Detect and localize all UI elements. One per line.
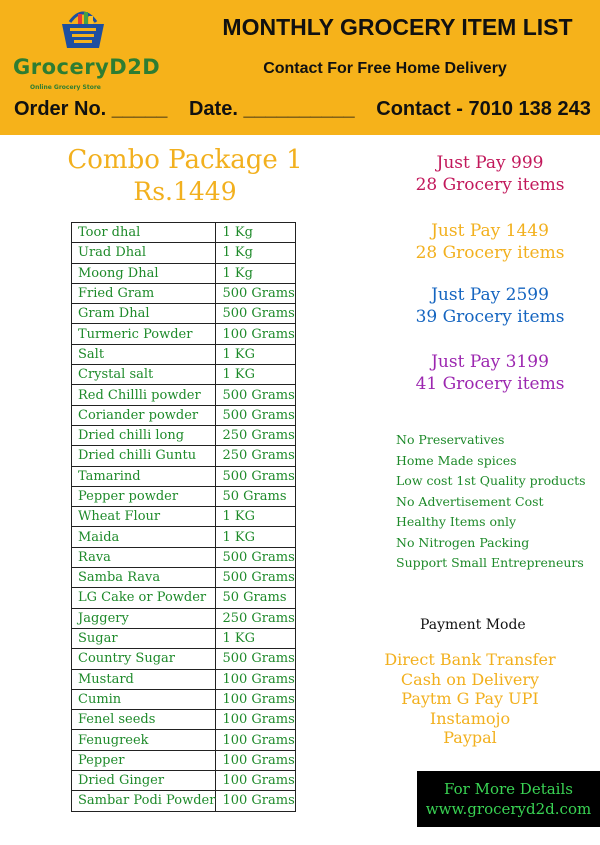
item-name: Gram Dhal — [72, 304, 216, 324]
item-name: Urad Dhal — [72, 243, 216, 263]
item-quantity: 100 Grams — [216, 669, 296, 689]
features-list — [396, 430, 586, 574]
item-quantity: 1 Kg — [216, 263, 296, 283]
item-quantity: 500 Grams — [216, 385, 296, 405]
item-quantity: 1 KG — [216, 527, 296, 547]
header-banner — [0, 0, 600, 135]
combo-price: Rs.1449 — [133, 177, 237, 206]
table-row — [72, 466, 296, 486]
item-name: Sugar — [72, 628, 216, 648]
item-quantity: 500 Grams — [216, 547, 296, 567]
item-name: Moong Dhal — [72, 263, 216, 283]
item-name: Toor dhal — [72, 223, 216, 243]
table-row — [72, 649, 296, 669]
item-name: Sambar Podi Powder — [72, 791, 216, 811]
table-row — [72, 669, 296, 689]
table-row — [72, 689, 296, 709]
item-name: Fried Gram — [72, 283, 216, 303]
table-row — [72, 791, 296, 811]
item-quantity: 50 Grams — [216, 486, 296, 506]
table-row — [72, 324, 296, 344]
table-row — [72, 568, 296, 588]
item-name: Country Sugar — [72, 649, 216, 669]
feature-item: Low cost 1st Quality products — [396, 473, 586, 488]
item-quantity: 50 Grams — [216, 588, 296, 608]
item-quantity: 100 Grams — [216, 710, 296, 730]
item-name: Maida — [72, 527, 216, 547]
item-quantity: 100 Grams — [216, 750, 296, 770]
feature-item: Home Made spices — [396, 452, 517, 468]
offer-item-count: 39 Grocery items — [415, 307, 565, 327]
table-row — [72, 344, 296, 364]
combo-title: Combo Package 1 — [67, 145, 303, 175]
item-quantity: 100 Grams — [216, 689, 296, 709]
item-quantity: 250 Grams — [216, 608, 296, 628]
item-quantity: 500 Grams — [216, 283, 296, 303]
payment-mode-item: Cash on Delivery — [400, 669, 540, 689]
more-details-box — [417, 771, 600, 827]
table-row — [72, 750, 296, 770]
item-name: Red Chillli powder — [72, 385, 216, 405]
table-row — [72, 243, 296, 263]
item-quantity: 500 Grams — [216, 304, 296, 324]
item-name: Dried chilli Guntu — [72, 446, 216, 466]
item-name: Dried Ginger — [72, 771, 216, 791]
offer-block — [390, 152, 590, 196]
item-name: Fenugreek — [72, 730, 216, 750]
item-quantity: 100 Grams — [216, 791, 296, 811]
payment-mode-title: Payment Mode — [420, 617, 526, 633]
offer-item-count: 41 Grocery items — [415, 374, 565, 394]
table-row — [72, 283, 296, 303]
offer-item-count: 28 Grocery items — [415, 243, 565, 263]
table-row — [72, 486, 296, 506]
item-name: Coriander powder — [72, 405, 216, 425]
item-name: Salt — [72, 344, 216, 364]
item-name: Jaggery — [72, 608, 216, 628]
feature-item: No Nitrogen Packing — [396, 534, 530, 550]
payment-mode-item: Direct Bank Transfer — [384, 650, 556, 669]
table-row — [72, 771, 296, 791]
payment-mode-item: Paypal — [443, 728, 497, 747]
item-quantity: 1 KG — [216, 365, 296, 385]
table-row — [72, 304, 296, 324]
table-row — [72, 730, 296, 750]
table-row — [72, 263, 296, 283]
item-quantity: 100 Grams — [216, 730, 296, 750]
item-name: Pepper powder — [72, 486, 216, 506]
brand-tagline: Online Grocery Store — [30, 84, 101, 91]
item-name: Pepper — [72, 750, 216, 770]
item-quantity: 250 Grams — [216, 446, 296, 466]
item-name: Crystal salt — [72, 365, 216, 385]
grocery-items-table — [71, 222, 296, 812]
offer-item-count: 28 Grocery items — [415, 175, 565, 195]
item-quantity: 1 KG — [216, 344, 296, 364]
more-details-label: For More Details — [444, 780, 573, 798]
item-quantity: 1 Kg — [216, 243, 296, 263]
item-quantity: 500 Grams — [216, 405, 296, 425]
feature-item: No Advertisement Cost — [396, 493, 544, 509]
table-row — [72, 405, 296, 425]
offer-price: Just Pay 2599 — [431, 285, 549, 305]
payment-mode-item: Instamojo — [429, 708, 511, 728]
item-name: Fenel seeds — [72, 710, 216, 730]
offer-block — [390, 351, 590, 395]
item-name: Samba Rava — [72, 568, 216, 588]
item-name: Mustard — [72, 669, 216, 689]
date-label: Date. __________ — [188, 98, 355, 120]
offer-block — [390, 220, 590, 264]
item-quantity: 500 Grams — [216, 568, 296, 588]
table-row — [72, 608, 296, 628]
table-row — [72, 223, 296, 243]
item-name: Wheat Flour — [72, 507, 216, 527]
item-name: Cumin — [72, 689, 216, 709]
payment-modes-list — [380, 650, 560, 748]
basket-logo-icon — [58, 8, 108, 50]
brand-logo-text: GroceryD2D — [13, 55, 161, 79]
item-name: Tamarind — [72, 466, 216, 486]
feature-item: Support Small Entrepreneurs — [396, 555, 584, 570]
website-link[interactable]: www.groceryd2d.com — [425, 800, 592, 818]
item-quantity: 100 Grams — [216, 771, 296, 791]
item-quantity: 100 Grams — [216, 324, 296, 344]
delivery-contact-line: Contact For Free Home Delivery — [263, 60, 507, 77]
contact-phone: Contact - 7010 138 243 — [376, 98, 591, 120]
item-name: Dried chilli long — [72, 425, 216, 445]
order-info-line — [14, 98, 600, 121]
item-quantity: 250 Grams — [216, 425, 296, 445]
item-quantity: 500 Grams — [216, 466, 296, 486]
offer-price: Just Pay 1449 — [431, 221, 549, 241]
offer-price: Just Pay 3199 — [431, 352, 549, 372]
item-name: LG Cake or Powder — [72, 588, 216, 608]
page-title: MONTHLY GROCERY ITEM LIST — [222, 14, 573, 40]
table-row — [72, 527, 296, 547]
offer-block — [390, 284, 590, 328]
table-row — [72, 507, 296, 527]
item-quantity: 1 KG — [216, 628, 296, 648]
table-row — [72, 446, 296, 466]
item-quantity: 1 Kg — [216, 223, 296, 243]
item-name: Turmeric Powder — [72, 324, 216, 344]
table-row — [72, 547, 296, 567]
feature-item: Healthy Items only — [396, 514, 517, 529]
order-number-label: Order No. _____ — [14, 98, 168, 120]
table-row — [72, 425, 296, 445]
item-name: Rava — [72, 547, 216, 567]
feature-item: No Preservatives — [396, 432, 505, 447]
table-row — [72, 628, 296, 648]
item-quantity: 500 Grams — [216, 649, 296, 669]
table-row — [72, 588, 296, 608]
table-row — [72, 385, 296, 405]
payment-mode-item: Paytm G Pay UPI — [401, 689, 539, 708]
table-row — [72, 710, 296, 730]
table-row — [72, 365, 296, 385]
offer-price: Just Pay 999 — [436, 153, 544, 173]
item-quantity: 1 KG — [216, 507, 296, 527]
